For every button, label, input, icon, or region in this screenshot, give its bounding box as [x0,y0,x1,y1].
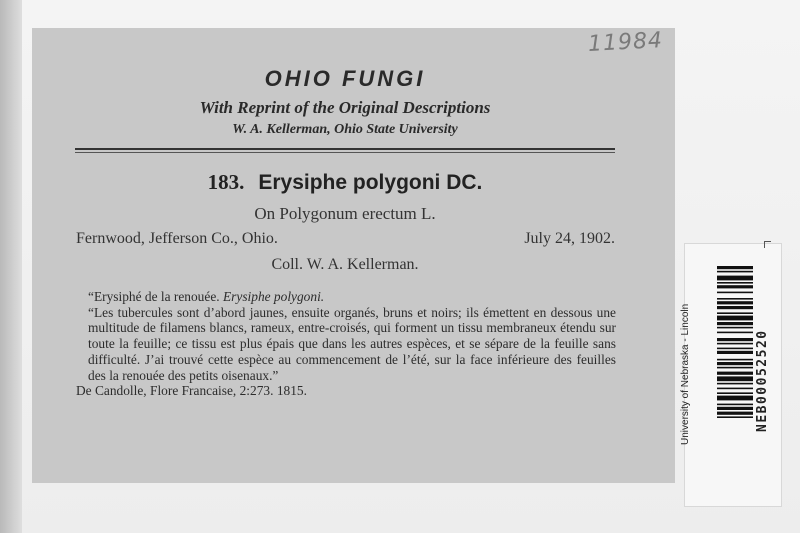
barcode-institution: University of [680,389,691,445]
series-title: OHIO FUNGI [264,66,426,91]
description-heading-italic: Erysiphe polygoni. [222,289,325,304]
corner-mark [764,241,771,248]
barcode-id: NEB00052520 [755,329,770,432]
series-subtitle: With Reprint of the Original Descriptions [199,98,491,117]
title-rule-thick [75,148,615,150]
sheet-edge-shadow [0,0,22,533]
collection-date: July 24, 1902. [524,230,615,247]
series-author: W. A. Kellerman, Ohio State University [232,122,458,137]
barcode-image [717,266,753,482]
species-name: Erysiphe polygoni DC. [258,171,483,194]
title-rule-thin [75,152,615,153]
specimen-number: 183. [207,170,245,194]
collector: Coll. W. A. Kellerman. [271,256,419,273]
description-heading-text: “Erysiphé de la renouée. [88,289,220,304]
original-description [76,289,616,399]
host-plant: On Polygonum erectum L. [254,204,436,223]
specimen-heading [75,170,615,195]
description-body: “Les tubercules sont d’abord jaunes, ensuite organés, bruns et noirs; ils émettent en dessous une multitude de filamens blancs, rameux, entre-croisés, qui forment un tissu membraneux étendu sur toute la feuille; ce tissu est plus épais que dans les autres espèces, et se sépare de la feuille sans difficulté. J’ai trouvé cette espèce au commencement de l’été, sur la face inférieure des feuilles des la renouée des petits oisenaux.” [88,304,616,383]
locality: Fernwood, Jefferson Co., Ohio. [76,230,278,247]
description-citation: De Candolle, Flore Francaise, 2:273. 1815. [76,383,307,399]
accession-number: 11984 [587,28,664,57]
description-heading [76,289,616,305]
